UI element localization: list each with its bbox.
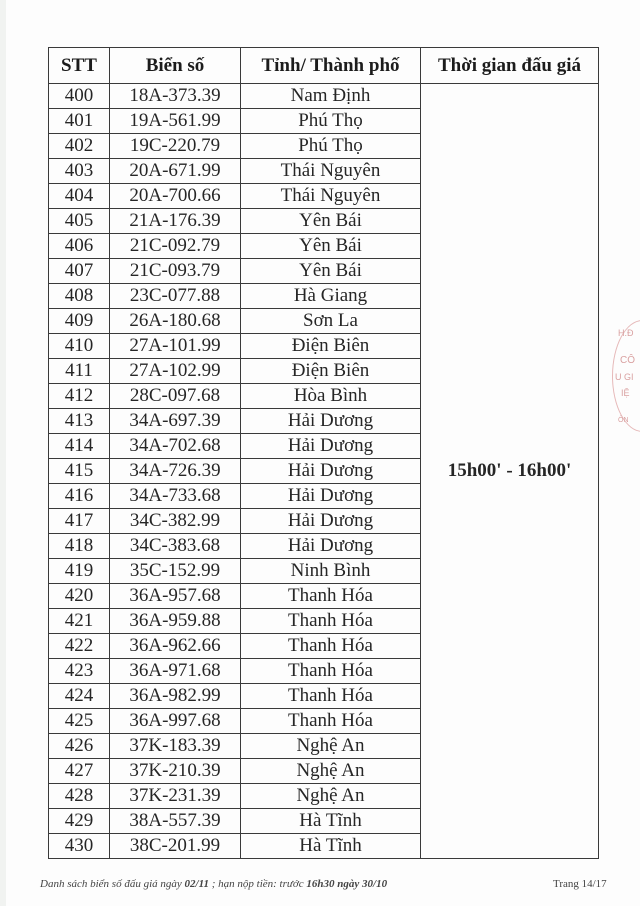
cell-plate: 36A-962.66 (110, 634, 241, 659)
cell-plate: 36A-982.99 (110, 684, 241, 709)
footer-note-middle: ; hạn nộp tiền: trước (208, 878, 307, 890)
cell-stt: 416 (49, 484, 110, 509)
cell-province: Thanh Hóa (241, 659, 421, 684)
cell-province: Hà Giang (241, 284, 421, 309)
red-seal-stamp (612, 320, 640, 430)
cell-province: Nam Định (241, 84, 421, 109)
footer-note-prefix: Danh sách biển số đấu giá ngày (40, 878, 185, 890)
cell-stt: 424 (49, 684, 110, 709)
cell-province: Phú Thọ (241, 134, 421, 159)
cell-stt: 427 (49, 759, 110, 784)
cell-province: Thái Nguyên (241, 159, 421, 184)
cell-stt: 403 (49, 159, 110, 184)
table-body (49, 84, 599, 859)
cell-province: Hải Dương (241, 409, 421, 434)
cell-stt: 428 (49, 784, 110, 809)
cell-plate: 21C-093.79 (110, 259, 241, 284)
cell-plate: 27A-101.99 (110, 334, 241, 359)
cell-plate: 34A-702.68 (110, 434, 241, 459)
cell-province: Yên Bái (241, 259, 421, 284)
cell-stt: 401 (49, 109, 110, 134)
footer-auction-date: 02/11 (184, 878, 209, 890)
cell-province: Thanh Hóa (241, 709, 421, 734)
footer-deadline: 16h30 ngày 30/10 (306, 878, 388, 890)
cell-stt: 407 (49, 259, 110, 284)
seal-text: ÔN (618, 417, 629, 424)
cell-province: Hải Dương (241, 459, 421, 484)
cell-province: Hà Tĩnh (241, 834, 421, 859)
seal-text: H.Đ (618, 328, 634, 338)
cell-stt: 402 (49, 134, 110, 159)
header-auction-time: Thời gian đấu giá (421, 48, 599, 84)
cell-plate: 38C-201.99 (110, 834, 241, 859)
cell-stt: 418 (49, 534, 110, 559)
page-number: Trang 14/17 (553, 878, 607, 890)
header-plate: Biển số (110, 48, 241, 84)
cell-plate: 26A-180.68 (110, 309, 241, 334)
cell-stt: 410 (49, 334, 110, 359)
cell-plate: 19A-561.99 (110, 109, 241, 134)
cell-province: Hải Dương (241, 534, 421, 559)
seal-text: IỆ (621, 388, 630, 398)
cell-plate: 34A-726.39 (110, 459, 241, 484)
cell-plate: 37K-231.39 (110, 784, 241, 809)
cell-auction-time: 15h00' - 16h00' (421, 84, 599, 859)
cell-plate: 38A-557.39 (110, 809, 241, 834)
cell-province: Hải Dương (241, 484, 421, 509)
cell-plate: 20A-700.66 (110, 184, 241, 209)
cell-province: Điện Biên (241, 334, 421, 359)
cell-stt: 413 (49, 409, 110, 434)
cell-stt: 422 (49, 634, 110, 659)
cell-plate: 34C-382.99 (110, 509, 241, 534)
cell-plate: 36A-971.68 (110, 659, 241, 684)
cell-stt: 414 (49, 434, 110, 459)
cell-stt: 412 (49, 384, 110, 409)
cell-stt: 425 (49, 709, 110, 734)
cell-plate: 36A-957.68 (110, 584, 241, 609)
header-province: Tỉnh/ Thành phố (241, 48, 421, 84)
cell-province: Thái Nguyên (241, 184, 421, 209)
cell-province: Thanh Hóa (241, 684, 421, 709)
cell-stt: 408 (49, 284, 110, 309)
cell-plate: 34A-733.68 (110, 484, 241, 509)
cell-province: Thanh Hóa (241, 584, 421, 609)
cell-plate: 21A-176.39 (110, 209, 241, 234)
cell-province: Nghệ An (241, 734, 421, 759)
cell-stt: 415 (49, 459, 110, 484)
cell-province: Yên Bái (241, 209, 421, 234)
cell-plate: 37K-210.39 (110, 759, 241, 784)
cell-stt: 417 (49, 509, 110, 534)
table-row (49, 84, 599, 109)
cell-province: Điện Biên (241, 359, 421, 384)
cell-stt: 421 (49, 609, 110, 634)
cell-stt: 406 (49, 234, 110, 259)
cell-plate: 35C-152.99 (110, 559, 241, 584)
cell-province: Sơn La (241, 309, 421, 334)
cell-plate: 34A-697.39 (110, 409, 241, 434)
cell-plate: 36A-997.68 (110, 709, 241, 734)
cell-stt: 420 (49, 584, 110, 609)
page-edge (0, 0, 6, 906)
seal-text: CÔ (620, 355, 635, 366)
cell-plate: 36A-959.88 (110, 609, 241, 634)
cell-stt: 411 (49, 359, 110, 384)
cell-plate: 37K-183.39 (110, 734, 241, 759)
cell-stt: 430 (49, 834, 110, 859)
cell-stt: 409 (49, 309, 110, 334)
cell-stt: 419 (49, 559, 110, 584)
cell-province: Thanh Hóa (241, 634, 421, 659)
cell-province: Hòa Bình (241, 384, 421, 409)
cell-province: Nghệ An (241, 784, 421, 809)
cell-plate: 18A-373.39 (110, 84, 241, 109)
cell-stt: 426 (49, 734, 110, 759)
page-footer (0, 878, 640, 894)
seal-text: U GI (615, 372, 634, 382)
cell-stt: 404 (49, 184, 110, 209)
cell-province: Hải Dương (241, 434, 421, 459)
cell-stt: 423 (49, 659, 110, 684)
cell-plate: 34C-383.68 (110, 534, 241, 559)
cell-stt: 429 (49, 809, 110, 834)
cell-plate: 28C-097.68 (110, 384, 241, 409)
cell-province: Hà Tĩnh (241, 809, 421, 834)
cell-province: Hải Dương (241, 509, 421, 534)
cell-province: Phú Thọ (241, 109, 421, 134)
footer-note (40, 878, 387, 890)
cell-plate: 23C-077.88 (110, 284, 241, 309)
cell-plate: 21C-092.79 (110, 234, 241, 259)
cell-province: Ninh Bình (241, 559, 421, 584)
cell-stt: 405 (49, 209, 110, 234)
cell-plate: 27A-102.99 (110, 359, 241, 384)
cell-province: Nghệ An (241, 759, 421, 784)
license-plate-table (48, 47, 599, 859)
cell-province: Yên Bái (241, 234, 421, 259)
cell-province: Thanh Hóa (241, 609, 421, 634)
cell-plate: 19C-220.79 (110, 134, 241, 159)
header-stt: STT (49, 48, 110, 84)
cell-plate: 20A-671.99 (110, 159, 241, 184)
table-header-row (49, 48, 599, 84)
cell-stt: 400 (49, 84, 110, 109)
